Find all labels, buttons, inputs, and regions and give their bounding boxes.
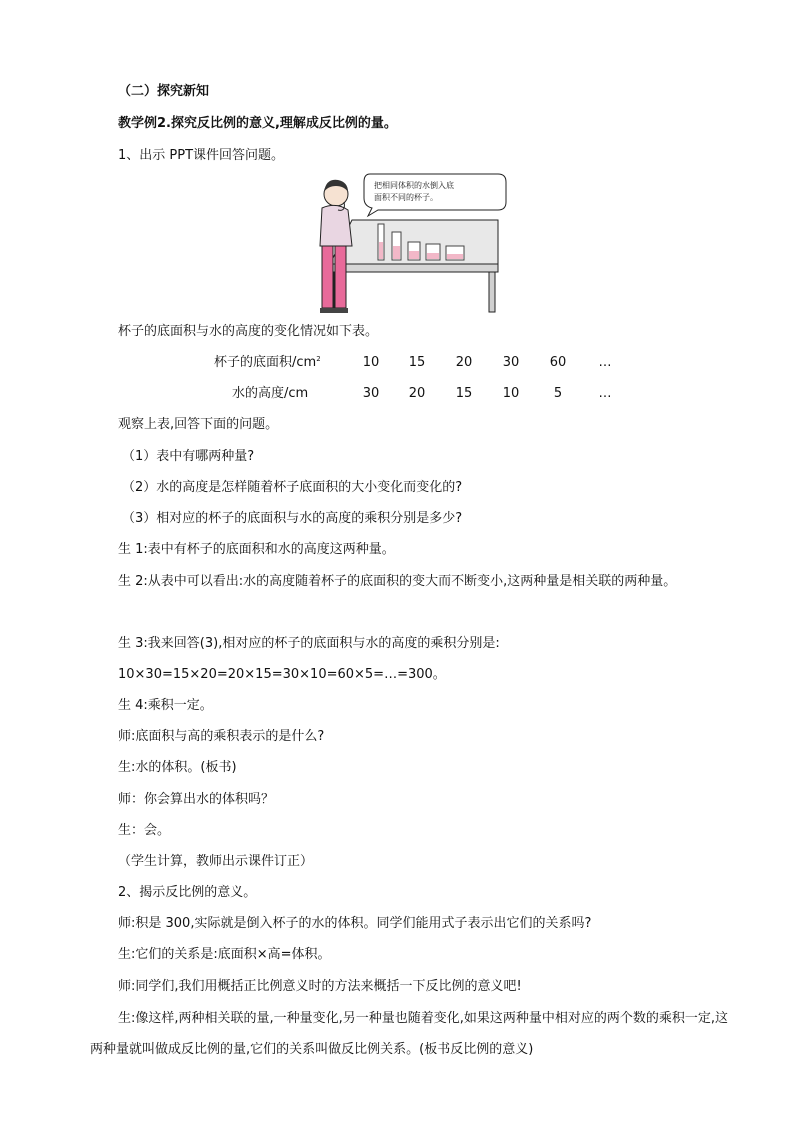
table-cell: 20	[455, 355, 473, 370]
teacher-question-2: 师：你会算出水的体积吗？	[118, 792, 275, 807]
teacher-prompt: 师:同学们,我们用概括正比例意义时的方法来概括一下反比例的意义吧!	[118, 979, 522, 994]
table-row-base-area	[0, 355, 794, 371]
table-cell: 15	[408, 355, 426, 370]
step-2-heading: 2、揭示反比例的意义。	[118, 885, 257, 900]
teacher-question-3: 师:积是 300,实际就是倒入杯子的水的体积。同学们能用式子表示出它们的关系吗?	[118, 916, 592, 931]
student-definition: 生:像这样,两种相关联的量,一种量变化,另一种量也随着变化,如果这两种量中相对应的两个数的乘积一定,这两种量就叫做成反比例的量,它们的关系叫做反比例关系。(板书反比例的意义)	[90, 1011, 729, 1057]
table-cell: 60	[549, 355, 567, 370]
table-cell: 20	[408, 386, 426, 401]
row-label-water-height: 水的高度/cm	[232, 386, 309, 401]
row-label-base-area: 杯子的底面积$/cm^2$	[214, 355, 321, 370]
step-1-heading: 1、出示 PPT课件回答问题。	[118, 148, 285, 163]
boy-legs-left	[322, 246, 333, 308]
boy-legs-right	[335, 246, 346, 308]
student-answer-yes: 生：会。	[118, 823, 171, 838]
table-leg-right	[489, 272, 495, 312]
student-1-answer: 生 1:表中有杯子的底面积和水的高度这两种量。	[118, 542, 395, 557]
speech-text-line2: 面积不同的杯子。	[374, 193, 438, 202]
boy-body	[320, 205, 352, 246]
student-2-answer: 生 2:从表中可以看出:水的高度随着杯子的底面积的变大而不断变小,这两种量是相关联的两种量。	[118, 574, 677, 589]
student-answer-relation: 生:它们的关系是:底面积×高=体积。	[118, 947, 331, 962]
question-3: （3）相对应的杯子的底面积与水的高度的乘积分别是多少?	[122, 511, 463, 526]
observe-instruction: 观察上表,回答下面的问题。	[118, 417, 279, 432]
teacher-question-1: 师:底面积与高的乘积表示的是什么?	[118, 729, 325, 744]
table-cell: …	[598, 355, 612, 370]
example-title: 教学例2.探究反比例的意义,理解成反比例的量。	[118, 116, 397, 131]
table-cell: 10	[362, 355, 380, 370]
section-title: （二）探究新知	[118, 84, 210, 99]
table-cell: 15	[455, 386, 473, 401]
question-2: （2）水的高度是怎样随着杯子底面积的大小变化而变化的?	[122, 480, 463, 495]
speech-text-line1: 把相同体积的水倒入底	[374, 181, 454, 190]
table-cell: 5	[553, 386, 563, 401]
table-cell: 10	[502, 386, 520, 401]
table-cell: 30	[502, 355, 520, 370]
question-1: （1）表中有哪两种量?	[122, 449, 255, 464]
product-equation: 10×30=15×20=20×15=30×10=60×5=…=300。	[118, 667, 446, 682]
student-answer-volume: 生:水的体积。(板书)	[118, 760, 237, 775]
table-row-water-height	[0, 386, 794, 402]
student-4-answer: 生 4:乘积一定。	[118, 698, 213, 713]
classroom-note: （学生计算，教师出示课件订正）	[118, 854, 314, 869]
table-cell: …	[598, 386, 612, 401]
table-intro: 杯子的底面积与水的高度的变化情况如下表。	[118, 324, 379, 339]
cups-illustration	[308, 172, 514, 318]
table-front	[330, 264, 498, 272]
student-3-answer: 生 3:我来回答(3),相对应的杯子的底面积与水的高度的乘积分别是:	[118, 636, 500, 651]
table-cell: 30	[362, 386, 380, 401]
